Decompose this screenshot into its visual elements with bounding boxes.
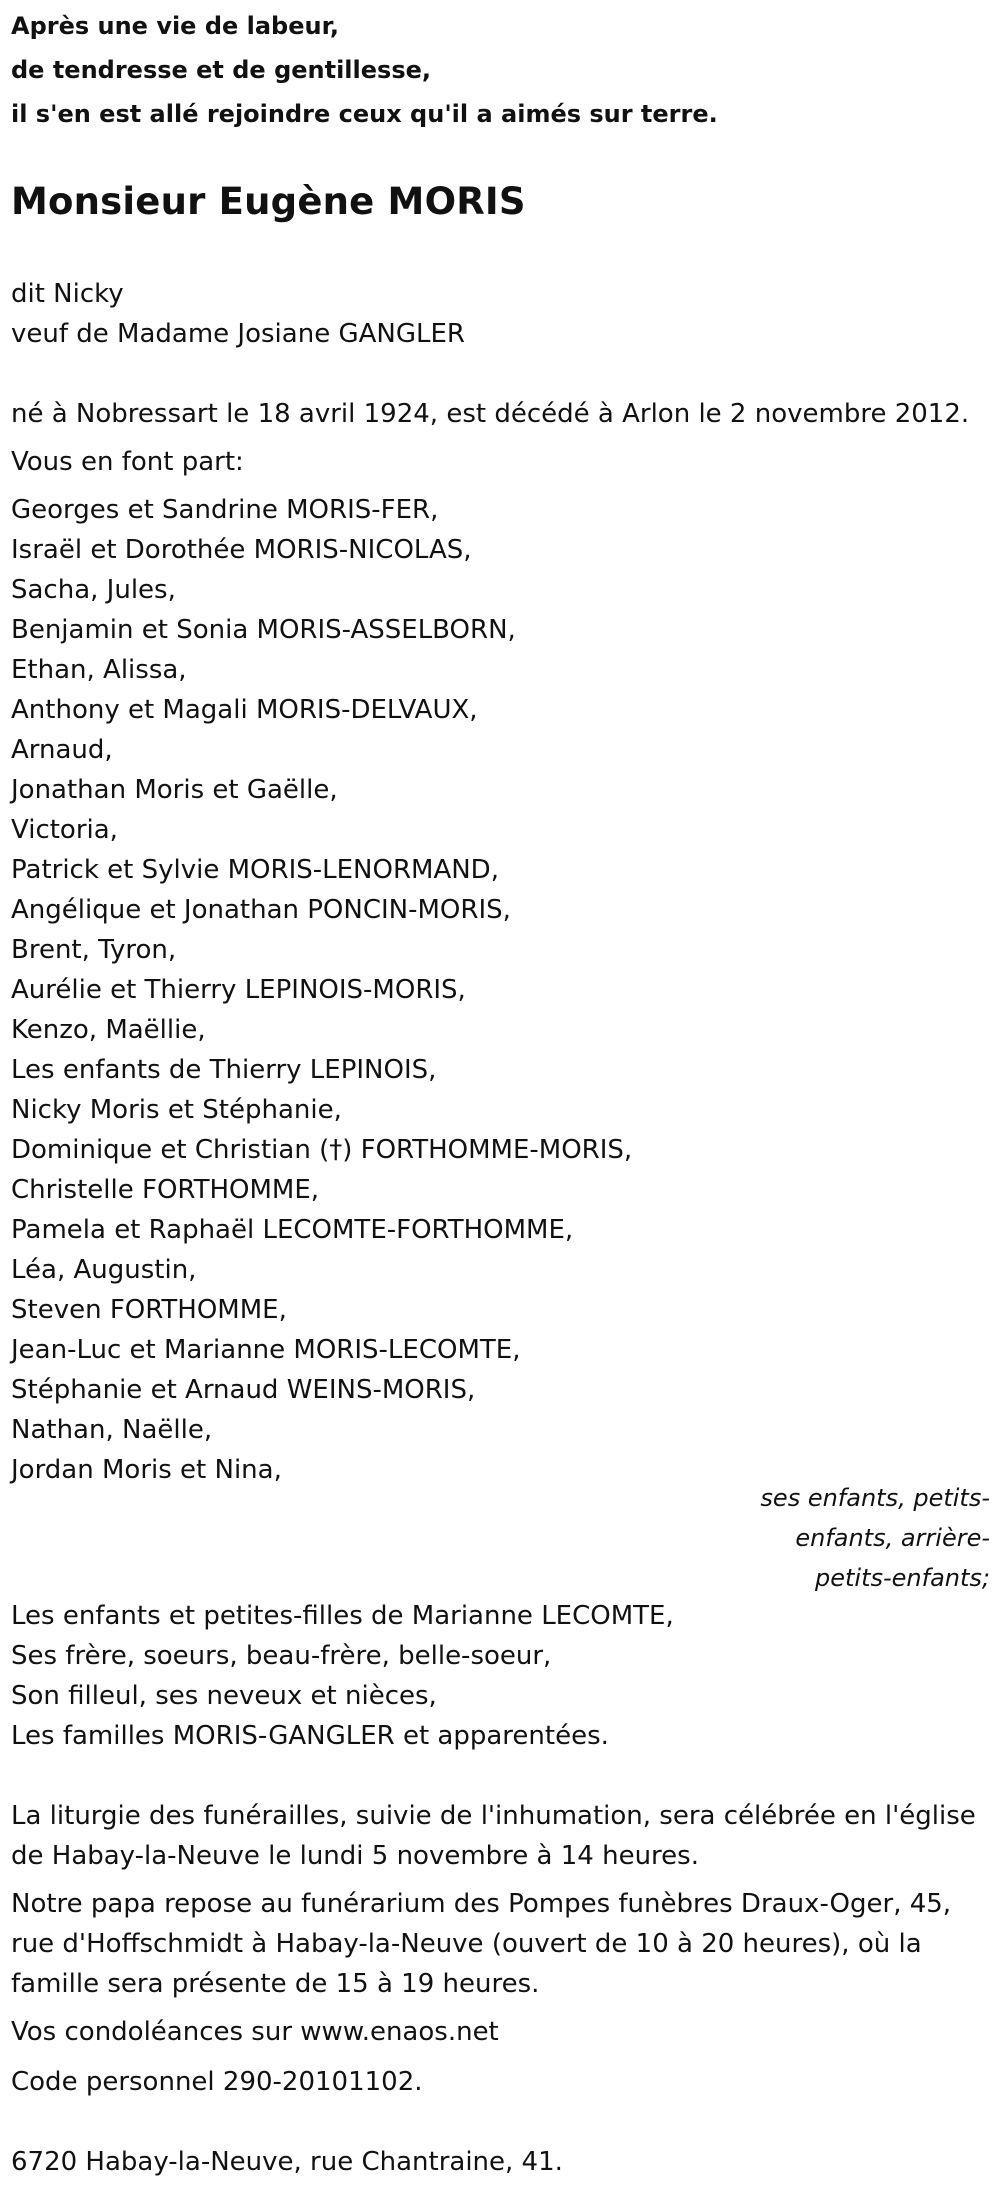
list-item: Benjamin et Sonia MORIS-ASSELBORN, bbox=[11, 615, 516, 645]
list-item: Arnaud, bbox=[11, 735, 113, 765]
list-item: Anthony et Magali MORIS-DELVAUX, bbox=[11, 695, 478, 725]
list-item: Israël et Dorothée MORIS-NICOLAS, bbox=[11, 535, 472, 565]
list-item: Jordan Moris et Nina, bbox=[11, 1455, 282, 1485]
intro-line: Après une vie de labeur, bbox=[11, 12, 340, 40]
list-item: Stéphanie et Arnaud WEINS-MORIS, bbox=[11, 1375, 476, 1405]
list-item: Aurélie et Thierry LEPINOIS-MORIS, bbox=[11, 975, 466, 1005]
list-item: Ethan, Alissa, bbox=[11, 655, 187, 685]
list-item: Les enfants de Thierry LEPINOIS, bbox=[11, 1055, 437, 1085]
list-item: Angélique et Jonathan PONCIN-MORIS, bbox=[11, 895, 511, 925]
birth-death-line: né à Nobressart le 18 avril 1924, est décédé à Arlon le 2 novembre 2012. bbox=[11, 399, 970, 429]
list-item: Sacha, Jules, bbox=[11, 575, 176, 605]
intro-line: de tendresse et de gentillesse, bbox=[11, 56, 431, 84]
family-role-line: enfants, arrière- bbox=[795, 1524, 990, 1552]
condolences-line: Vos condoléances sur www.enaos.net bbox=[11, 2017, 499, 2047]
list-item: Patrick et Sylvie MORIS-LENORMAND, bbox=[11, 855, 499, 885]
personal-code: Code personnel 290-20101102. bbox=[11, 2067, 423, 2097]
list-item: Nathan, Naëlle, bbox=[11, 1415, 213, 1445]
deceased-widower: veuf de Madame Josiane GANGLER bbox=[11, 319, 465, 349]
list-item: Pamela et Raphaël LECOMTE-FORTHOMME, bbox=[11, 1215, 574, 1245]
family-list bbox=[11, 490, 632, 1490]
list-item: Steven FORTHOMME, bbox=[11, 1295, 287, 1325]
list-item: Léa, Augustin, bbox=[11, 1255, 197, 1285]
list-item: Jonathan Moris et Gaëlle, bbox=[11, 775, 338, 805]
list-item: Georges et Sandrine MORIS-FER, bbox=[11, 495, 439, 525]
intro-verse bbox=[11, 4, 718, 136]
list-item: Les enfants et petites-filles de Marianne LECOMTE, bbox=[11, 1601, 674, 1631]
family-role bbox=[730, 1478, 990, 1598]
deceased-nickname: dit Nicky bbox=[11, 279, 124, 309]
list-item: Victoria, bbox=[11, 815, 118, 845]
funeral-liturgy: La liturgie des funérailles, suivie de l'inhumation, sera célébrée en l'église de Habay-la-Neuve le lundi 5 novembre à 14 heures. bbox=[11, 1801, 976, 1871]
list-item: Christelle FORTHOMME, bbox=[11, 1175, 320, 1205]
relatives-list bbox=[11, 1596, 674, 1756]
intro-line: il s'en est allé rejoindre ceux qu'il a aimés sur terre. bbox=[11, 100, 718, 128]
list-item: Kenzo, Maëllie, bbox=[11, 1015, 206, 1045]
funeral-rest: Notre papa repose au funérarium des Pompes funèbres Draux-Oger, 45, rue d'Hoffschmidt à Habay-la-Neuve (ouvert de 10 à 20 heures), où la famille sera présente de 15 à 19 heures. bbox=[11, 1889, 952, 1999]
family-role-line: petits-enfants; bbox=[815, 1564, 990, 1592]
list-item: Nicky Moris et Stéphanie, bbox=[11, 1095, 342, 1125]
list-item: Brent, Tyron, bbox=[11, 935, 177, 965]
home-address: 6720 Habay-la-Neuve, rue Chantraine, 41. bbox=[11, 2147, 563, 2177]
list-item: Son filleul, ses neveux et nièces, bbox=[11, 1681, 437, 1711]
family-role-line: ses enfants, petits- bbox=[760, 1484, 990, 1512]
list-item: Les familles MORIS-GANGLER et apparentées. bbox=[11, 1721, 609, 1751]
deceased-name: Monsieur Eugène MORIS bbox=[11, 180, 526, 223]
announce-line: Vous en font part: bbox=[11, 447, 244, 477]
list-item: Dominique et Christian (†) FORTHOMME-MORIS, bbox=[11, 1135, 633, 1165]
list-item: Jean-Luc et Marianne MORIS-LECOMTE, bbox=[11, 1335, 521, 1365]
list-item: Ses frère, soeurs, beau-frère, belle-soeur, bbox=[11, 1641, 552, 1671]
